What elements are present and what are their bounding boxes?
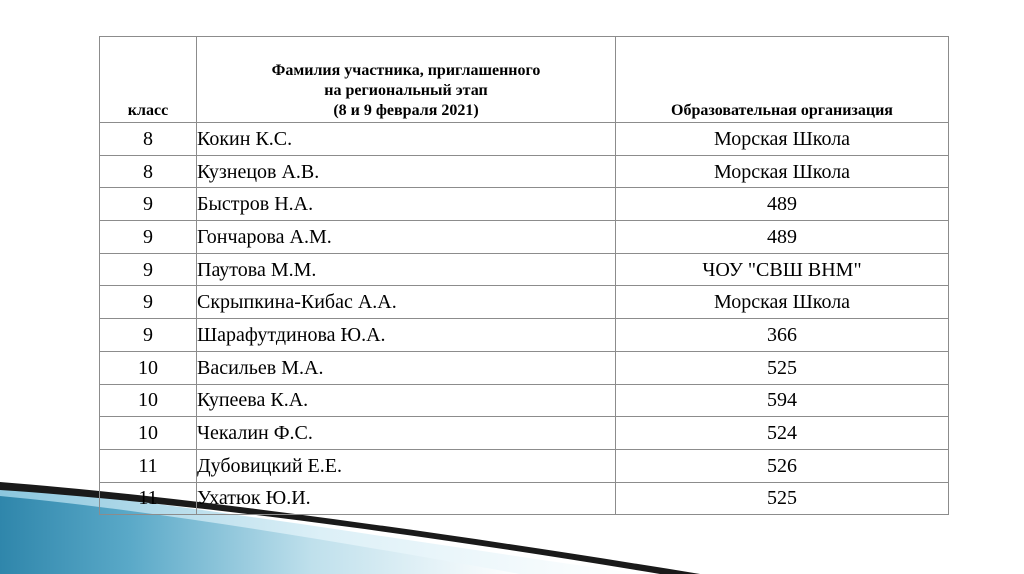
cell-class: 9: [100, 221, 197, 254]
cell-organization: Морская Школа: [616, 123, 949, 156]
cell-class: 10: [100, 351, 197, 384]
cell-organization: Морская Школа: [616, 286, 949, 319]
cell-name: Кокин К.С.: [197, 123, 616, 156]
header-participant-line: (8 и 9 февраля 2021): [333, 102, 479, 119]
table-row: [100, 286, 949, 319]
cell-organization: 524: [616, 417, 949, 450]
cell-name: Паутова М.М.: [197, 253, 616, 286]
cell-organization: 526: [616, 449, 949, 482]
cell-class: 9: [100, 253, 197, 286]
header-participant-line: Фамилия участника, приглашенного: [271, 62, 541, 79]
cell-name: Ухатюк Ю.И.: [197, 482, 616, 515]
table-row: [100, 253, 949, 286]
table-row: [100, 417, 949, 450]
header-organization: Образовательная организация: [616, 37, 949, 123]
cell-name: Купеева К.А.: [197, 384, 616, 417]
table-row: [100, 188, 949, 221]
cell-organization: Морская Школа: [616, 155, 949, 188]
cell-organization: 525: [616, 482, 949, 515]
cell-name: Васильев М.А.: [197, 351, 616, 384]
header-participant-line: на региональный этап: [324, 82, 488, 99]
table-row: [100, 155, 949, 188]
cell-organization: 525: [616, 351, 949, 384]
cell-class: 9: [100, 188, 197, 221]
cell-name: Чекалин Ф.С.: [197, 417, 616, 450]
cell-name: Скрыпкина-Кибас А.А.: [197, 286, 616, 319]
participants-table: [99, 36, 949, 515]
cell-class: 8: [100, 155, 197, 188]
cell-name: Гончарова А.М.: [197, 221, 616, 254]
cell-name: Дубовицкий Е.Е.: [197, 449, 616, 482]
header-class: класс: [100, 37, 197, 123]
header-participant: [197, 37, 616, 123]
cell-name: Кузнецов А.В.: [197, 155, 616, 188]
cell-name: Быстров Н.А.: [197, 188, 616, 221]
cell-organization: 489: [616, 221, 949, 254]
cell-organization: 366: [616, 319, 949, 352]
table-row: [100, 449, 949, 482]
table-row: [100, 319, 949, 352]
cell-class: 9: [100, 319, 197, 352]
cell-class: 10: [100, 417, 197, 450]
cell-class: 11: [100, 449, 197, 482]
table-row: [100, 384, 949, 417]
cell-class: 9: [100, 286, 197, 319]
table-header-row: [100, 37, 949, 123]
table-row: [100, 351, 949, 384]
cell-organization: ЧОУ "СВШ ВНМ": [616, 253, 949, 286]
cell-class: 11: [100, 482, 197, 515]
table-row: [100, 482, 949, 515]
cell-organization: 594: [616, 384, 949, 417]
cell-name: Шарафутдинова Ю.А.: [197, 319, 616, 352]
table-row: [100, 221, 949, 254]
cell-organization: 489: [616, 188, 949, 221]
table-row: [100, 123, 949, 156]
cell-class: 8: [100, 123, 197, 156]
cell-class: 10: [100, 384, 197, 417]
